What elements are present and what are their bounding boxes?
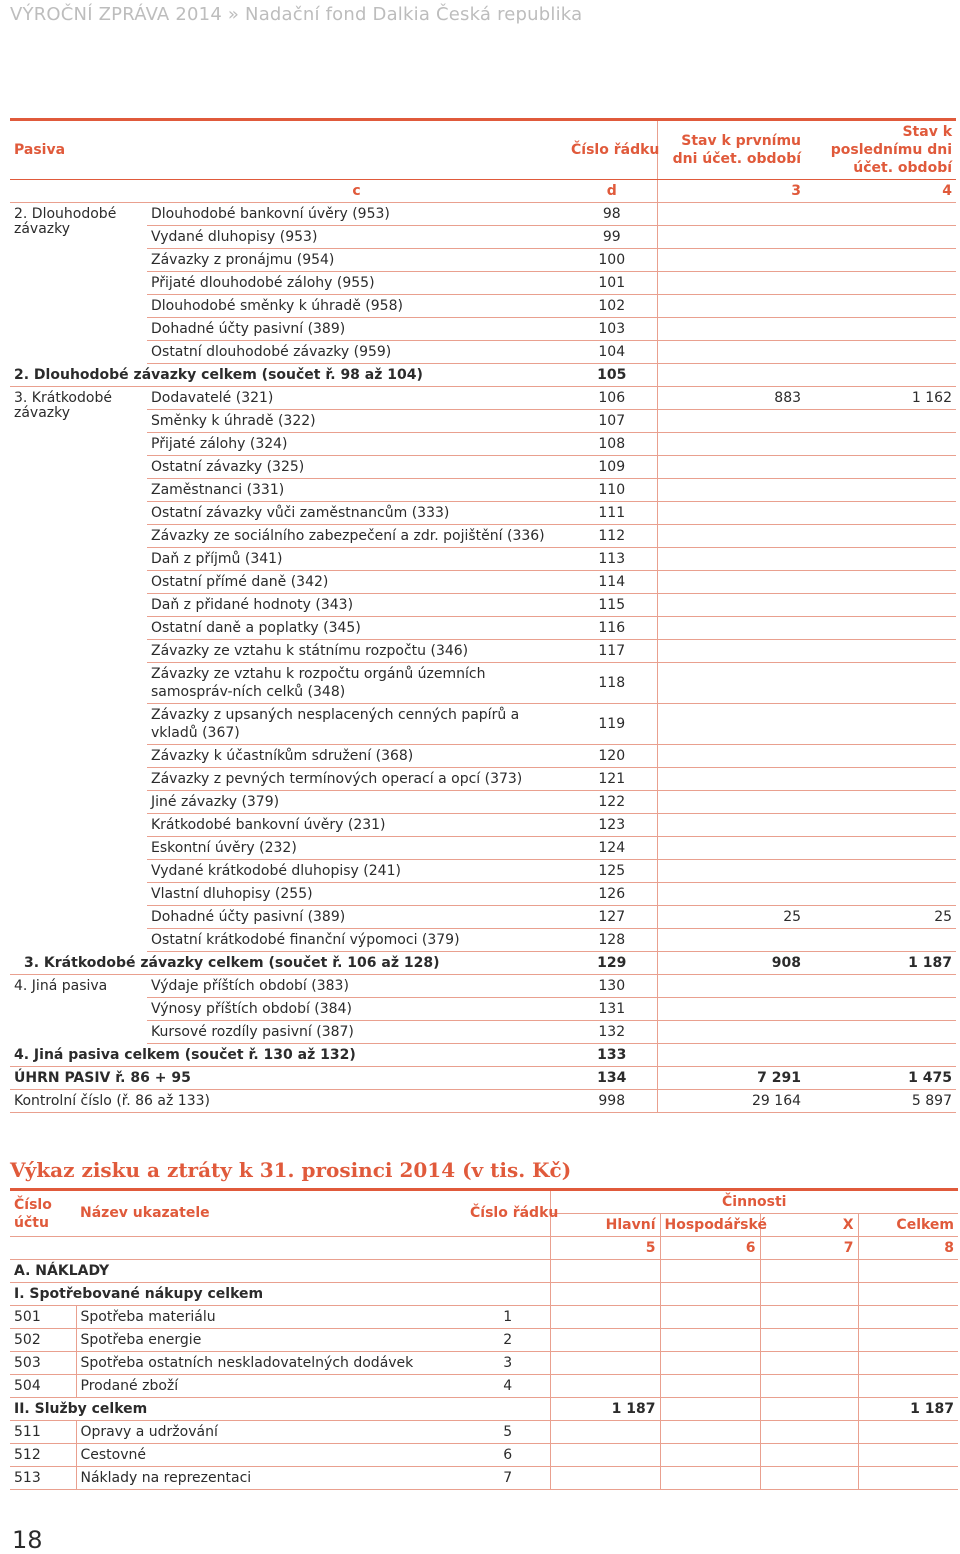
- value-cell: [550, 1375, 660, 1398]
- row-name: Kursové rozdíly pasivní (387): [147, 1021, 567, 1044]
- sub-3: 3: [657, 180, 805, 203]
- section-ii-row-cell: 1 187: [550, 1398, 660, 1421]
- section-a-row: [10, 1260, 958, 1283]
- row-value-first: 25: [657, 906, 805, 929]
- row-value-last: [805, 456, 956, 479]
- indicator-name: Spotřeba materiálu: [76, 1306, 466, 1329]
- line-number: 2: [466, 1329, 550, 1352]
- section-ii-row: [10, 1398, 958, 1421]
- row-value-first: 883: [657, 387, 805, 410]
- row-value-first: [657, 594, 805, 617]
- value-cell: [550, 1352, 660, 1375]
- income-statement-table: [10, 1188, 958, 1490]
- table-row: [10, 318, 956, 341]
- row-name: Dlouhodobé směnky k úhradě (958): [147, 295, 567, 318]
- row-value-last: [805, 768, 956, 791]
- row-value-first: [657, 617, 805, 640]
- kontrolni-line: 998: [567, 1090, 657, 1113]
- row-line: 118: [567, 663, 657, 704]
- row-value-last: [805, 571, 956, 594]
- row-value-first: [657, 203, 805, 226]
- kontrolni-name: Kontrolní číslo (ř. 86 až 133): [10, 1090, 567, 1113]
- row-value-last: 25: [805, 906, 956, 929]
- row-value-first: [657, 640, 805, 663]
- section-a-row-label: A. NÁKLADY: [10, 1260, 550, 1283]
- line-number: 5: [466, 1421, 550, 1444]
- row-name: Závazky z pronájmu (954): [147, 249, 567, 272]
- row-line: 110: [567, 479, 657, 502]
- row-name: Závazky ze sociálního zabezpečení a zdr. pojištění (336): [147, 525, 567, 548]
- row-name: Ostatní závazky (325): [147, 456, 567, 479]
- total-name: 4. Jiná pasiva celkem (součet ř. 130 až 132): [10, 1044, 567, 1067]
- row-value-last: [805, 502, 956, 525]
- table-row: [10, 860, 956, 883]
- section-ii-row-cell: [660, 1398, 760, 1421]
- value-cell: [660, 1329, 760, 1352]
- vzz-header-row-1: [10, 1190, 958, 1214]
- row-value-first: [657, 929, 805, 952]
- account-number: 504: [10, 1375, 76, 1398]
- table-row: [10, 704, 956, 745]
- row-name: Směnky k úhradě (322): [147, 410, 567, 433]
- value-cell: [760, 1306, 858, 1329]
- row-line: 126: [567, 883, 657, 906]
- row-line: 113: [567, 548, 657, 571]
- row-value-first: [657, 479, 805, 502]
- row-value-last: [805, 663, 956, 704]
- row-name: Krátkodobé bankovní úvěry (231): [147, 814, 567, 837]
- row-name: Zaměstnanci (331): [147, 479, 567, 502]
- group-label: 4. Jiná pasiva: [14, 978, 108, 994]
- table-row: [10, 295, 956, 318]
- row-name: Závazky ze vztahu k státnímu rozpočtu (346): [147, 640, 567, 663]
- kontrolni-row: [10, 1090, 956, 1113]
- row-value-first: [657, 456, 805, 479]
- value-cell: [760, 1444, 858, 1467]
- row-value-first: [657, 341, 805, 364]
- row-line: 103: [567, 318, 657, 341]
- row-value-first: [657, 502, 805, 525]
- row-value-last: [805, 479, 956, 502]
- section-a-row-cell: [550, 1260, 660, 1283]
- row-value-first: [657, 704, 805, 745]
- value-cell: [858, 1352, 958, 1375]
- total-value-first: [657, 364, 805, 387]
- row-line: 101: [567, 272, 657, 295]
- table-row: [10, 814, 956, 837]
- row-name: Ostatní dlouhodobé závazky (959): [147, 341, 567, 364]
- row-line: 122: [567, 791, 657, 814]
- table-row: [10, 1352, 958, 1375]
- row-value-last: [805, 837, 956, 860]
- row-line: 115: [567, 594, 657, 617]
- passiva-subheader-row: [10, 180, 956, 203]
- table-row: [10, 387, 956, 410]
- row-value-last: [805, 704, 956, 745]
- row-line: 98: [567, 203, 657, 226]
- sub-7: 7: [760, 1237, 858, 1260]
- row-value-last: [805, 594, 956, 617]
- passiva-header-row: [10, 120, 956, 180]
- passiva-table: [10, 118, 956, 1113]
- total-name: 2. Dlouhodobé závazky celkem (součet ř. 98 až 104): [10, 364, 567, 387]
- row-value-first: [657, 249, 805, 272]
- uhrn-value-last: 1 475: [805, 1067, 956, 1090]
- col-total-header: Celkem: [858, 1214, 958, 1237]
- total-line: 133: [567, 1044, 657, 1067]
- row-name: Ostatní závazky vůči zaměstnancům (333): [147, 502, 567, 525]
- row-value-last: [805, 433, 956, 456]
- row-line: 102: [567, 295, 657, 318]
- col-first-day-header: Stav k prvnímu dni účet. období: [657, 120, 805, 180]
- indicator-name: Cestovné: [76, 1444, 466, 1467]
- col-account-header: Číslo účtu: [10, 1190, 76, 1237]
- vzz-subheader-row: [10, 1237, 958, 1260]
- total-line: 105: [567, 364, 657, 387]
- table-row: [10, 1329, 958, 1352]
- col-line-header: Číslo řádku: [567, 120, 657, 180]
- row-name: Jiné závazky (379): [147, 791, 567, 814]
- row-value-last: [805, 860, 956, 883]
- row-name: Eskontní úvěry (232): [147, 837, 567, 860]
- row-line: 104: [567, 341, 657, 364]
- col-pasiva-header: Pasiva: [10, 120, 567, 180]
- row-value-last: [805, 640, 956, 663]
- row-value-last: [805, 226, 956, 249]
- row-line: 119: [567, 704, 657, 745]
- table-row: [10, 745, 956, 768]
- row-value-first: [657, 791, 805, 814]
- value-cell: [760, 1467, 858, 1490]
- report-header: VÝROČNÍ ZPRÁVA 2014 » Nadační fond Dalkia Česká republika: [10, 4, 583, 25]
- section-i-row-cell: [760, 1283, 858, 1306]
- section-ii-row-cell: [760, 1398, 858, 1421]
- row-value-first: [657, 837, 805, 860]
- total-value-last: [805, 1044, 956, 1067]
- uhrn-value-first: 7 291: [657, 1067, 805, 1090]
- row-value-last: [805, 295, 956, 318]
- row-line: 109: [567, 456, 657, 479]
- row-line: 123: [567, 814, 657, 837]
- page-number: 18: [12, 1526, 43, 1554]
- row-line: 117: [567, 640, 657, 663]
- row-name: Dodavatelé (321): [147, 387, 567, 410]
- value-cell: [760, 1375, 858, 1398]
- row-value-first: [657, 571, 805, 594]
- row-value-last: [805, 929, 956, 952]
- total-name: 3. Krátkodobé závazky celkem (součet ř. 106 až 128): [10, 952, 567, 975]
- row-value-first: [657, 272, 805, 295]
- group-total-row: [10, 364, 956, 387]
- row-value-last: [805, 525, 956, 548]
- row-line: 130: [567, 975, 657, 998]
- row-line: 120: [567, 745, 657, 768]
- section-a-row-cell: [760, 1260, 858, 1283]
- row-line: 100: [567, 249, 657, 272]
- row-name: Dlouhodobé bankovní úvěry (953): [147, 203, 567, 226]
- row-value-first: [657, 1021, 805, 1044]
- line-number: 3: [466, 1352, 550, 1375]
- row-value-last: [805, 791, 956, 814]
- sub-6: 6: [660, 1237, 760, 1260]
- table-row: [10, 548, 956, 571]
- section-i-row-cell: [550, 1283, 660, 1306]
- row-value-first: [657, 975, 805, 998]
- income-statement-title: Výkaz zisku a ztráty k 31. prosinci 2014 (v tis. Kč): [10, 1158, 572, 1182]
- section-a-row-cell: [660, 1260, 760, 1283]
- kontrolni-value-last: 5 897: [805, 1090, 956, 1113]
- table-row: [10, 341, 956, 364]
- table-row: [10, 410, 956, 433]
- indicator-name: Opravy a udržování: [76, 1421, 466, 1444]
- row-value-last: [805, 975, 956, 998]
- table-row: [10, 272, 956, 295]
- row-value-first: [657, 768, 805, 791]
- row-value-last: [805, 341, 956, 364]
- value-cell: [550, 1467, 660, 1490]
- table-row: [10, 1306, 958, 1329]
- row-value-first: [657, 226, 805, 249]
- row-name: Dohadné účty pasivní (389): [147, 906, 567, 929]
- sub-8: 8: [858, 1237, 958, 1260]
- row-value-last: [805, 410, 956, 433]
- col-last-day-header: Stav k poslednímu dni účet. období: [805, 120, 956, 180]
- row-value-last: [805, 318, 956, 341]
- table-row: [10, 594, 956, 617]
- row-line: 132: [567, 1021, 657, 1044]
- row-name: Závazky z pevných termínových operací a opcí (373): [147, 768, 567, 791]
- row-line: 124: [567, 837, 657, 860]
- row-value-last: [805, 1021, 956, 1044]
- row-line: 106: [567, 387, 657, 410]
- indicator-name: Spotřeba ostatních neskladovatelných dodávek: [76, 1352, 466, 1375]
- table-row: [10, 249, 956, 272]
- row-value-last: 1 162: [805, 387, 956, 410]
- table-row: [10, 1021, 956, 1044]
- indicator-name: Náklady na reprezentaci: [76, 1467, 466, 1490]
- row-name: Výnosy příštích období (384): [147, 998, 567, 1021]
- sub-d: d: [567, 180, 657, 203]
- section-a-row-cell: [858, 1260, 958, 1283]
- row-value-first: [657, 548, 805, 571]
- row-line: 99: [567, 226, 657, 249]
- row-line: 107: [567, 410, 657, 433]
- group-label: 2. Dlouhodobé závazky: [14, 206, 117, 237]
- line-number: 7: [466, 1467, 550, 1490]
- row-name: Dohadné účty pasivní (389): [147, 318, 567, 341]
- value-cell: [858, 1467, 958, 1490]
- kontrolni-value-first: 29 164: [657, 1090, 805, 1113]
- row-name: Ostatní přímé daně (342): [147, 571, 567, 594]
- row-value-first: [657, 814, 805, 837]
- row-line: 108: [567, 433, 657, 456]
- line-number: 4: [466, 1375, 550, 1398]
- sub-c: c: [10, 180, 567, 203]
- row-line: 125: [567, 860, 657, 883]
- row-value-first: [657, 998, 805, 1021]
- table-row: [10, 203, 956, 226]
- uhrn-line: 134: [567, 1067, 657, 1090]
- row-line: 116: [567, 617, 657, 640]
- line-number: 1: [466, 1306, 550, 1329]
- col-x-header: X: [760, 1214, 858, 1237]
- value-cell: [760, 1329, 858, 1352]
- row-line: 127: [567, 906, 657, 929]
- value-cell: [550, 1421, 660, 1444]
- section-i-row: [10, 1283, 958, 1306]
- row-value-first: [657, 433, 805, 456]
- uhrn-name: ÚHRN PASIV ř. 86 + 95: [10, 1067, 567, 1090]
- row-line: 121: [567, 768, 657, 791]
- line-number: 6: [466, 1444, 550, 1467]
- row-name: Závazky ze vztahu k rozpočtu orgánů územních samospráv-ních celků (348): [147, 663, 567, 704]
- account-number: 512: [10, 1444, 76, 1467]
- section-i-row-label: I. Spotřebované nákupy celkem: [10, 1283, 550, 1306]
- table-row: [10, 1375, 958, 1398]
- sub-5: 5: [550, 1237, 660, 1260]
- value-cell: [660, 1444, 760, 1467]
- table-row: [10, 791, 956, 814]
- total-value-last: [805, 364, 956, 387]
- row-name: Ostatní krátkodobé finanční výpomoci (379): [147, 929, 567, 952]
- row-value-first: [657, 295, 805, 318]
- table-row: [10, 663, 956, 704]
- value-cell: [550, 1306, 660, 1329]
- row-line: 131: [567, 998, 657, 1021]
- row-line: 112: [567, 525, 657, 548]
- table-row: [10, 883, 956, 906]
- row-name: Přijaté zálohy (324): [147, 433, 567, 456]
- account-number: 501: [10, 1306, 76, 1329]
- value-cell: [760, 1352, 858, 1375]
- row-value-last: [805, 883, 956, 906]
- value-cell: [550, 1444, 660, 1467]
- value-cell: [660, 1352, 760, 1375]
- row-name: Vydané dluhopisy (953): [147, 226, 567, 249]
- row-name: Daň z příjmů (341): [147, 548, 567, 571]
- row-line: 111: [567, 502, 657, 525]
- value-cell: [660, 1467, 760, 1490]
- row-value-last: [805, 272, 956, 295]
- row-value-last: [805, 617, 956, 640]
- value-cell: [858, 1329, 958, 1352]
- table-row: [10, 433, 956, 456]
- table-row: [10, 456, 956, 479]
- total-value-first: [657, 1044, 805, 1067]
- row-value-first: [657, 525, 805, 548]
- row-value-last: [805, 203, 956, 226]
- row-value-last: [805, 998, 956, 1021]
- col-economic-header: Hospodářské: [660, 1214, 760, 1237]
- indicator-name: Spotřeba energie: [76, 1329, 466, 1352]
- row-value-last: [805, 745, 956, 768]
- account-number: 513: [10, 1467, 76, 1490]
- row-line: 114: [567, 571, 657, 594]
- value-cell: [858, 1421, 958, 1444]
- row-value-last: [805, 548, 956, 571]
- table-row: [10, 837, 956, 860]
- row-value-first: [657, 318, 805, 341]
- value-cell: [660, 1306, 760, 1329]
- row-value-first: [657, 883, 805, 906]
- account-number: 511: [10, 1421, 76, 1444]
- value-cell: [858, 1444, 958, 1467]
- uhrn-row: [10, 1067, 956, 1090]
- section-i-row-cell: [858, 1283, 958, 1306]
- row-name: Přijaté dlouhodobé zálohy (955): [147, 272, 567, 295]
- table-row: [10, 1421, 958, 1444]
- row-name: Závazky z upsaných nesplacených cenných papírů a vkladů (367): [147, 704, 567, 745]
- section-ii-row-label: II. Služby celkem: [10, 1398, 550, 1421]
- col-line-header-2: Číslo řádku: [466, 1190, 550, 1237]
- value-cell: [660, 1421, 760, 1444]
- row-line: 128: [567, 929, 657, 952]
- table-row: [10, 571, 956, 594]
- row-name: Závazky k účastníkům sdružení (368): [147, 745, 567, 768]
- total-value-last: 1 187: [805, 952, 956, 975]
- row-name: Ostatní daně a poplatky (345): [147, 617, 567, 640]
- section-ii-row-cell: 1 187: [858, 1398, 958, 1421]
- table-row: [10, 226, 956, 249]
- row-value-first: [657, 410, 805, 433]
- total-value-first: 908: [657, 952, 805, 975]
- table-row: [10, 1444, 958, 1467]
- section-i-row-cell: [660, 1283, 760, 1306]
- indicator-name: Prodané zboží: [76, 1375, 466, 1398]
- sub-4: 4: [805, 180, 956, 203]
- table-row: [10, 479, 956, 502]
- value-cell: [550, 1329, 660, 1352]
- table-row: [10, 768, 956, 791]
- value-cell: [858, 1375, 958, 1398]
- account-number: 503: [10, 1352, 76, 1375]
- row-name: Vlastní dluhopisy (255): [147, 883, 567, 906]
- value-cell: [760, 1421, 858, 1444]
- group-total-row: [10, 952, 956, 975]
- row-name: Výdaje příštích období (383): [147, 975, 567, 998]
- group-label: 3. Krátkodobé závazky: [14, 390, 112, 421]
- table-row: [10, 998, 956, 1021]
- row-value-last: [805, 814, 956, 837]
- row-name: Daň z přidané hodnoty (343): [147, 594, 567, 617]
- total-line: 129: [567, 952, 657, 975]
- table-row: [10, 617, 956, 640]
- row-value-last: [805, 249, 956, 272]
- row-name: Vydané krátkodobé dluhopisy (241): [147, 860, 567, 883]
- table-row: [10, 1467, 958, 1490]
- value-cell: [660, 1375, 760, 1398]
- value-cell: [858, 1306, 958, 1329]
- row-value-first: [657, 663, 805, 704]
- table-row: [10, 502, 956, 525]
- col-activities-header: Činnosti: [550, 1190, 958, 1214]
- table-row: [10, 929, 956, 952]
- account-number: 502: [10, 1329, 76, 1352]
- table-row: [10, 906, 956, 929]
- table-row: [10, 975, 956, 998]
- table-row: [10, 640, 956, 663]
- group-total-row: [10, 1044, 956, 1067]
- row-value-first: [657, 860, 805, 883]
- col-indicator-header: Název ukazatele: [76, 1190, 466, 1237]
- row-value-first: [657, 745, 805, 768]
- table-row: [10, 525, 956, 548]
- col-main-header: Hlavní: [550, 1214, 660, 1237]
